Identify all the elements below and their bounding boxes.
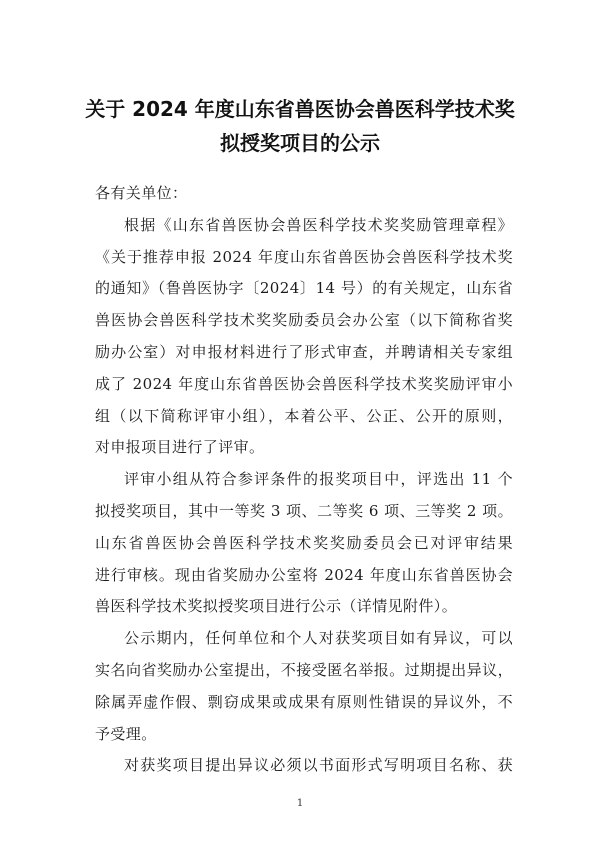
paragraph-2-line: 拟授奖项目，其中一等奖 3 项、二等奖 6 项、三等奖 2 项。	[95, 501, 513, 520]
paragraph-3-line: 实名向省奖励办公室提出，不接受匿名举报。过期提出异议，	[95, 660, 513, 679]
document-title-line-2: 拟授奖项目的公示	[220, 131, 380, 155]
paragraph-1-line: 对申报项目进行了评审。	[95, 438, 265, 457]
paragraph-2-line: 评审小组从符合参评条件的报奖项目中，评选出 11 个	[124, 470, 513, 489]
paragraph-4-line: 对获奖项目提出异议必须以书面形式写明项目名称、获	[124, 756, 513, 775]
paragraph-2-line: 兽医科学技术奖拟授奖项目进行公示（详情见附件）。	[95, 597, 458, 616]
paragraph-2-line: 进行审核。现由省奖励办公室将 2024 年度山东省兽医协会	[95, 565, 513, 584]
paragraph-3-line: 除属弄虚作假、剽窃成果或成果有原则性错误的异议外，不	[95, 692, 513, 711]
salutation: 各有关单位：	[95, 184, 188, 202]
page-number: 1	[296, 798, 304, 809]
paragraph-3-line: 予受理。	[95, 724, 157, 743]
paragraph-1-line: 成了 2024 年度山东省兽医协会兽医科学技术奖奖励评审小	[95, 374, 513, 393]
paragraph-1-line: 励办公室）对申报材料进行了形式审查，并聘请相关专家组	[95, 342, 513, 361]
paragraph-1-line: 兽医协会兽医科学技术奖奖励委员会办公室（以下简称省奖	[95, 311, 513, 330]
paragraph-1-line: 根据《山东省兽医协会兽医科学技术奖奖励管理章程》	[124, 215, 513, 234]
paragraph-1-line: 的通知》（鲁兽医协字〔2024〕14 号）的有关规定，山东省	[95, 279, 513, 298]
paragraph-3-line: 公示期内，任何单位和个人对获奖项目如有异议，可以	[124, 629, 513, 648]
paragraph-1-line: 《关于推荐申报 2024 年度山东省兽医协会兽医科学技术奖	[95, 247, 513, 266]
paragraph-1-line: 组（以下简称评审小组），本着公平、公正、公开的原则，	[95, 406, 513, 425]
document-title-line-1: 关于 2024 年度山东省兽医协会兽医科学技术奖	[85, 97, 515, 121]
document-body	[95, 178, 513, 782]
paragraph-2-line: 山东省兽医协会兽医科学技术奖奖励委员会已对评审结果	[95, 533, 513, 552]
